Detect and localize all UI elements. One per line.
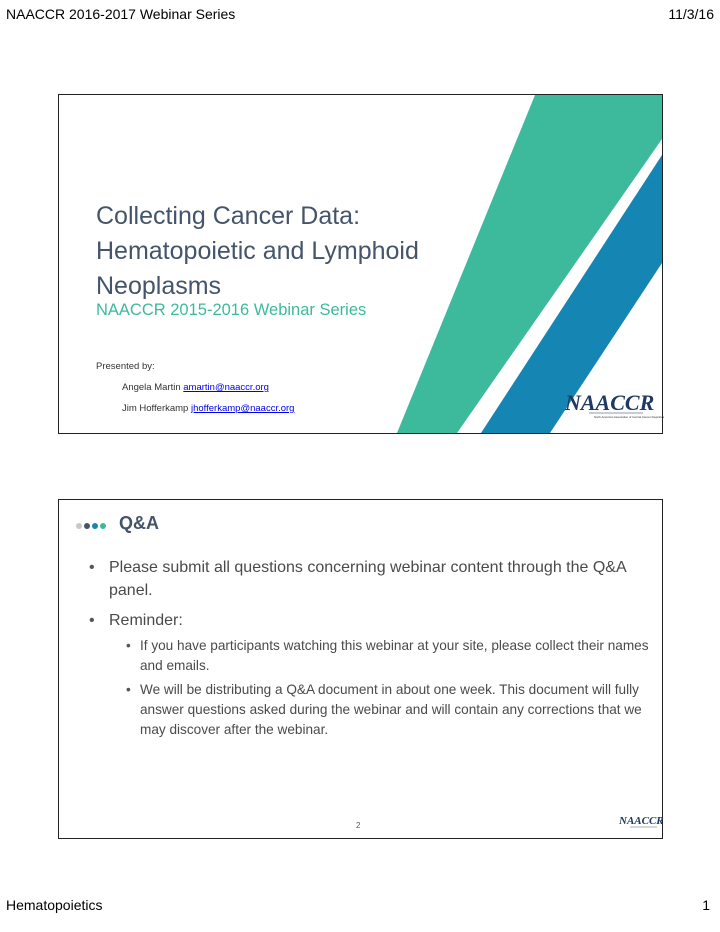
page-footer-title: Hematopoietics xyxy=(6,897,103,913)
bullet-item: • Please submit all questions concerning webinar content through the Q&A panel. xyxy=(109,556,669,602)
sub-bullet-item: • If you have participants watching this webinar at your site, please collect their names and emails. xyxy=(140,636,669,676)
presenter-name: Jim Hofferkamp xyxy=(122,403,189,414)
presenter-2 xyxy=(122,403,294,414)
naaccr-logo-tagline: North American Association of Central Cancer Registries xyxy=(594,415,665,419)
presenter-email-link[interactable]: amartin@naaccr.org xyxy=(183,382,269,393)
page-header-date: 11/3/16 xyxy=(668,6,714,22)
presenter-email-link[interactable]: jhofferkamp@naaccr.org xyxy=(190,403,295,414)
presented-by-label: Presented by: xyxy=(96,361,155,372)
slide-page-number: 2 xyxy=(356,821,361,830)
qa-slide xyxy=(58,499,663,839)
slide-heading: Q&A xyxy=(119,513,159,533)
slide-title: Collecting Cancer Data: Hematopoietic and Lymphoid Neoplasms xyxy=(96,202,419,300)
dots-icon xyxy=(75,521,115,531)
bullet-list xyxy=(87,556,669,747)
title-slide xyxy=(58,94,663,434)
page-header-title: NAACCR 2016-2017 Webinar Series xyxy=(6,6,236,22)
bullet-item: • Reminder: • If you have participants watching this webinar at your site, please collect their names and emails. • We will be distributing a Q&A document in about one week. This document will fully answer questions asked during the webinar and will contain any corrections that we may discover after the webinar. xyxy=(109,609,669,740)
naaccr-logo-text: NAACCR xyxy=(619,815,664,827)
slide-subtitle: NAACCR 2015-2016 Webinar Series xyxy=(96,301,367,319)
naaccr-logo xyxy=(564,385,665,425)
presenter-1 xyxy=(122,382,269,393)
presenter-name: Angela Martin xyxy=(122,382,181,393)
sub-bullet-item: • We will be distributing a Q&A document in about one week. This document will fully answer questions asked during the webinar and will contain any corrections that we may discover after the webinar. xyxy=(140,680,669,740)
naaccr-logo-small xyxy=(618,810,664,832)
page-footer-number: 1 xyxy=(702,897,710,913)
naaccr-logo-text: NAACCR xyxy=(565,390,655,415)
sub-bullet-list xyxy=(109,636,669,740)
